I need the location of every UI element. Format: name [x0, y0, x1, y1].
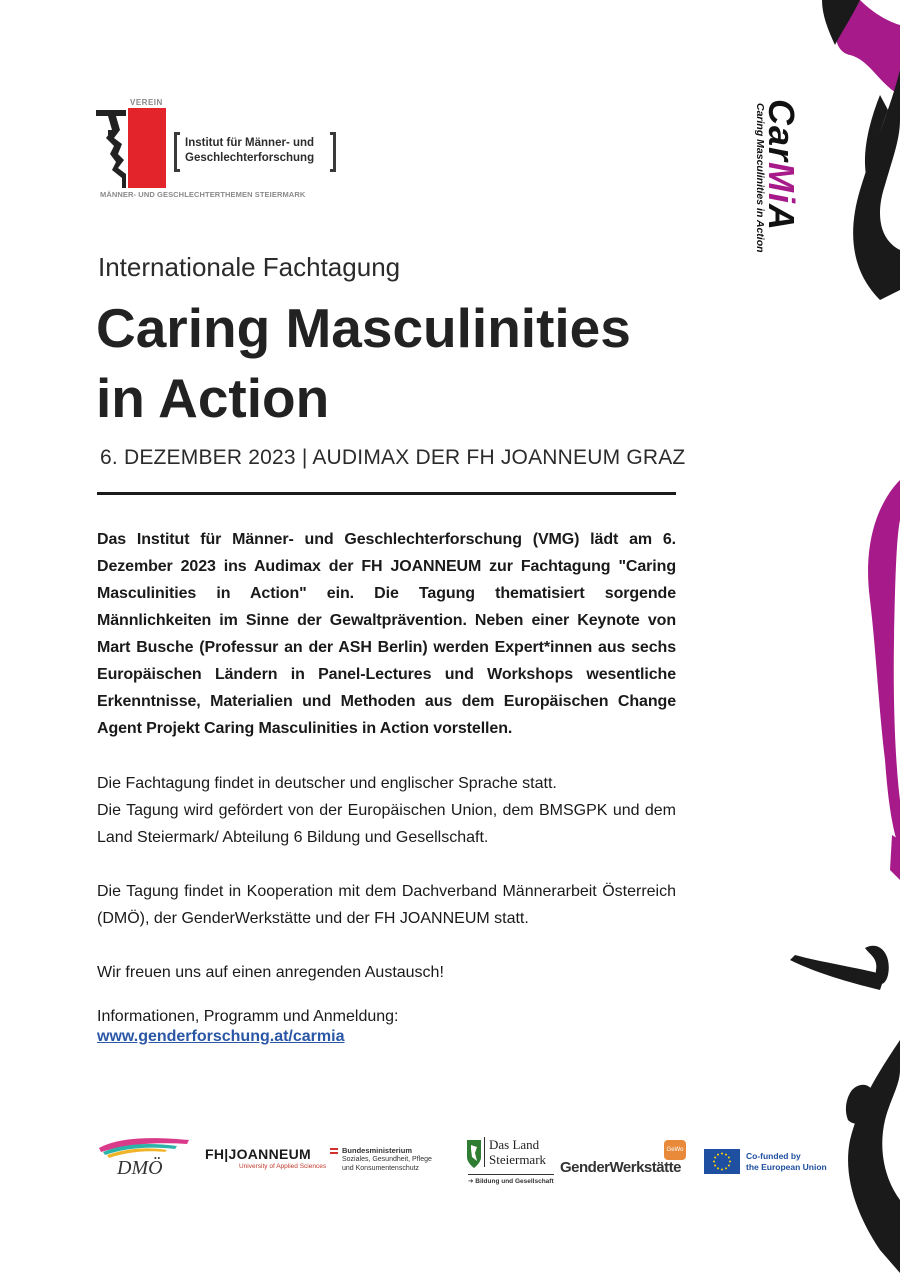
carmia-wordmark-car: Car [761, 99, 802, 163]
vmg-name-line1: Institut für Männer- und [185, 137, 315, 149]
vmg-tagline: MÄNNER- UND GESCHLECHTERTHEMEN STEIERMARK [100, 190, 306, 199]
vmg-verein-label: VEREIN [130, 98, 163, 107]
figure-black-bottom-2 [846, 1085, 874, 1124]
eu-line1: Co-funded by [746, 1151, 801, 1161]
eu-line2: the European Union [746, 1162, 827, 1172]
fh-name: FH|JOANNEUM [205, 1146, 311, 1162]
figure-black-top [822, 0, 860, 45]
austria-flag-icon [330, 1148, 338, 1154]
eu-flag-icon [704, 1149, 740, 1174]
event-title-line1: Caring Masculinities [96, 297, 631, 359]
figure-black-bottom [848, 1040, 900, 1273]
vmg-logo [96, 98, 346, 206]
figure-black-hook [865, 946, 889, 984]
figure-magenta-top [836, 0, 900, 95]
vmg-face-icon [96, 108, 168, 188]
steiermark-panther-icon [466, 1139, 482, 1169]
intro-paragraph: Das Institut für Männer- und Geschlechterforschung (VMG) lädt am 6. Dezember 2023 ins Audimax der FH JOANNEUM zur Fachtagung "Caring Masculinities in Action" ein. Die Tagung thematisiert sorgende Männlichkeiten im Sinne der Gewaltprävention. Neben einer Keynote von Mart Busche (Professur an der ASH Berlin) werden Expert*innen aus sechs Europäischen Ländern in Panel-Lectures und Workshops wesentliche Erkenntnisse, Materialien und Methoden aus dem Europäischen Change Agent Projekt Caring Masculinities in Action vorstellen. [97, 531, 676, 737]
event-title [96, 293, 716, 433]
eu-cofunded-logo [704, 1149, 834, 1175]
stmk-subtitle: ➔ Bildung und Gesellschaft [468, 1174, 554, 1185]
figure-black-leg [790, 955, 885, 990]
title-divider [97, 492, 676, 495]
event-title-line2: in Action [96, 367, 330, 429]
carmia-subtitle: Caring Masculinities in Action [754, 103, 766, 253]
carmia-logo [740, 95, 816, 260]
bm-line3: und Konsumentenschutz [342, 1165, 420, 1172]
steiermark-logo [466, 1137, 554, 1187]
figure-magenta-body [868, 480, 900, 850]
figure-magenta-tail [890, 835, 900, 880]
gw-name: GenderWerkstätte [560, 1159, 681, 1176]
dmo-text: DMÖ [117, 1157, 163, 1179]
carmia-wordmark-a: A [761, 204, 802, 232]
carmia-wordmark-mi: Mi [761, 162, 802, 205]
figure-black-stroke [865, 95, 888, 175]
closing-line: Wir freuen uns auf einen anregenden Austausch! [97, 964, 444, 981]
genderwerkstaette-logo [560, 1140, 690, 1184]
event-dateline: 6. DEZEMBER 2023 | AUDIMAX DER FH JOANNEUM GRAZ [100, 446, 686, 469]
info-link[interactable]: www.genderforschung.at/carmia [97, 1028, 345, 1045]
bm-line1: Bundesministerium [342, 1146, 413, 1155]
dmo-logo [97, 1134, 192, 1184]
info-label: Informationen, Programm und Anmeldung: [97, 1008, 399, 1025]
carmia-wordmark [760, 99, 802, 231]
gw-bubble-icon: GeWo [664, 1140, 686, 1160]
stmk-line2: Steiermark [489, 1152, 547, 1167]
vmg-name-line2: Geschlechterforschung [185, 152, 315, 164]
stmk-line1: Das Land [489, 1137, 540, 1152]
fh-subtitle: University of Applied Sciences [239, 1163, 327, 1170]
figure-black-arm [853, 70, 900, 300]
language-paragraph [97, 770, 676, 851]
funding-line: Die Tagung wird gefördert von der Europäischen Union, dem BMSGPK und dem Land Steiermark/ Abteilung 6 Bildung und Gesellschaft. [97, 802, 676, 846]
fh-joanneum-logo [205, 1146, 327, 1176]
bmsgpk-logo [330, 1146, 445, 1176]
cooperation-paragraph: Die Tagung findet in Kooperation mit dem Dachverband Männerarbeit Österreich (DMÖ), der GenderWerkstätte und der FH JOANNEUM statt. [97, 883, 676, 927]
event-kicker: Internationale Fachtagung [98, 252, 401, 282]
dmo-swoosh-icon [97, 1134, 192, 1184]
bm-line2: Soziales, Gesundheit, Pflege [342, 1156, 432, 1163]
language-line: Die Fachtagung findet in deutscher und englischer Sprache statt. [97, 775, 557, 792]
